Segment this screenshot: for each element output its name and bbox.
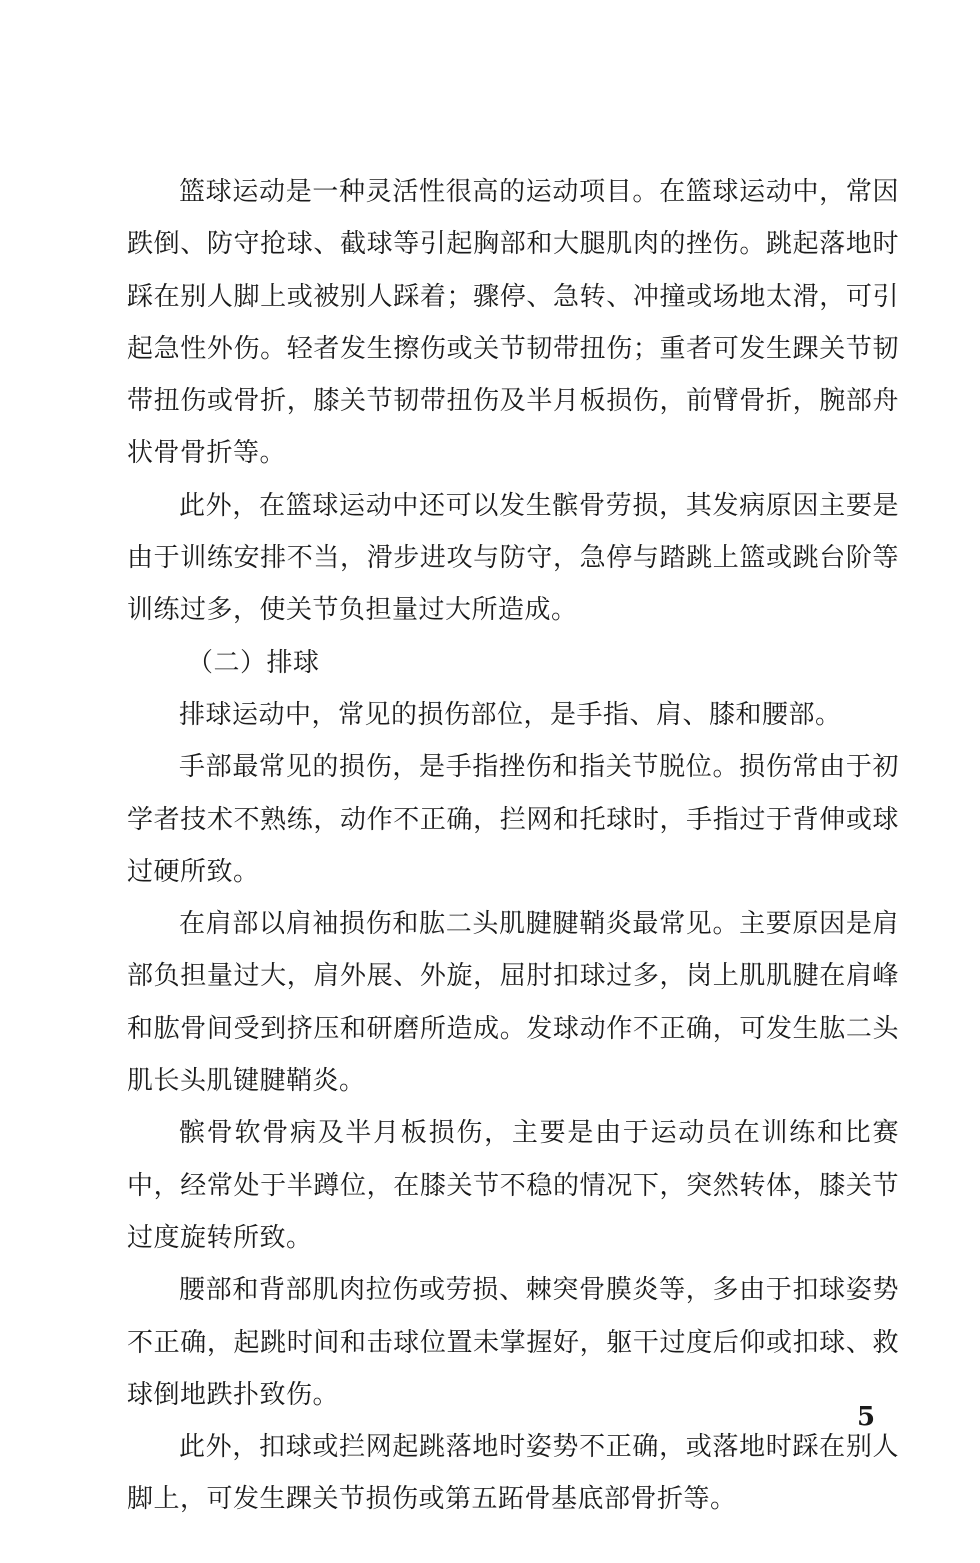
paragraph-basketball-injuries: 篮球运动是一种灵活性很高的运动项目。在篮球运动中，常因跌倒、防守抢球、截球等引起胸部和大腿肌肉的挫伤。跳起落地时踩在别人脚上或被别人踩着；骤停、急转、冲撞或场地太滑，可引起急性外伤。轻者发生擦伤或关节韧带扭伤；重者可发生踝关节韧带扭伤或骨折，膝关节韧带扭伤及半月板损伤，前臂骨折，腕部舟状骨骨折等。 — [127, 177, 899, 469]
body-text — [127, 166, 899, 1526]
section-heading-volleyball: （二）排球 — [187, 647, 320, 678]
paragraph-back-injuries: 腰部和背部肌肉拉伤或劳损、棘突骨膜炎等，多由于扣球姿势不正确，起跳时间和击球位置未掌握好，躯干过度后仰或扣球、救球倒地跌扑致伤。 — [127, 1275, 899, 1410]
paragraph-ankle-injuries: 此外，扣球或拦网起跳落地时姿势不正确，或落地时踩在别人脚上，可发生踝关节损伤或第五跖骨基底部骨折等。 — [127, 1432, 899, 1515]
paragraph-hand-injuries: 手部最常见的损伤，是手指挫伤和指关节脱位。损伤常由于初学者技术不熟练，动作不正确，拦网和托球时，手指过于背伸或球过硬所致。 — [127, 752, 899, 887]
page-number: 5 — [857, 1402, 876, 1432]
paragraph-volleyball-sites: 排球运动中，常见的损伤部位，是手指、肩、膝和腰部。 — [179, 699, 842, 730]
paragraph-shoulder-injuries: 在肩部以肩袖损伤和肱二头肌腱腱鞘炎最常见。主要原因是肩部负担量过大，肩外展、外旋，屈肘扣球过多，岗上肌肌腱在肩峰和肱骨间受到挤压和研磨所造成。发球动作不正确，可发生肱二头肌长头肌键腱鞘炎。 — [127, 909, 899, 1097]
paragraph-basketball-patella: 此外，在篮球运动中还可以发生髌骨劳损，其发病原因主要是由于训练安排不当，滑步进攻与防守，急停与踏跳上篮或跳台阶等训练过多，使关节负担量过大所造成。 — [127, 490, 899, 626]
paragraph-knee-injuries: 髌骨软骨病及半月板损伤，主要是由于运动员在训练和比赛中，经常处于半蹲位，在膝关节不稳的情况下，突然转体，膝关节过度旋转所致。 — [127, 1118, 899, 1253]
